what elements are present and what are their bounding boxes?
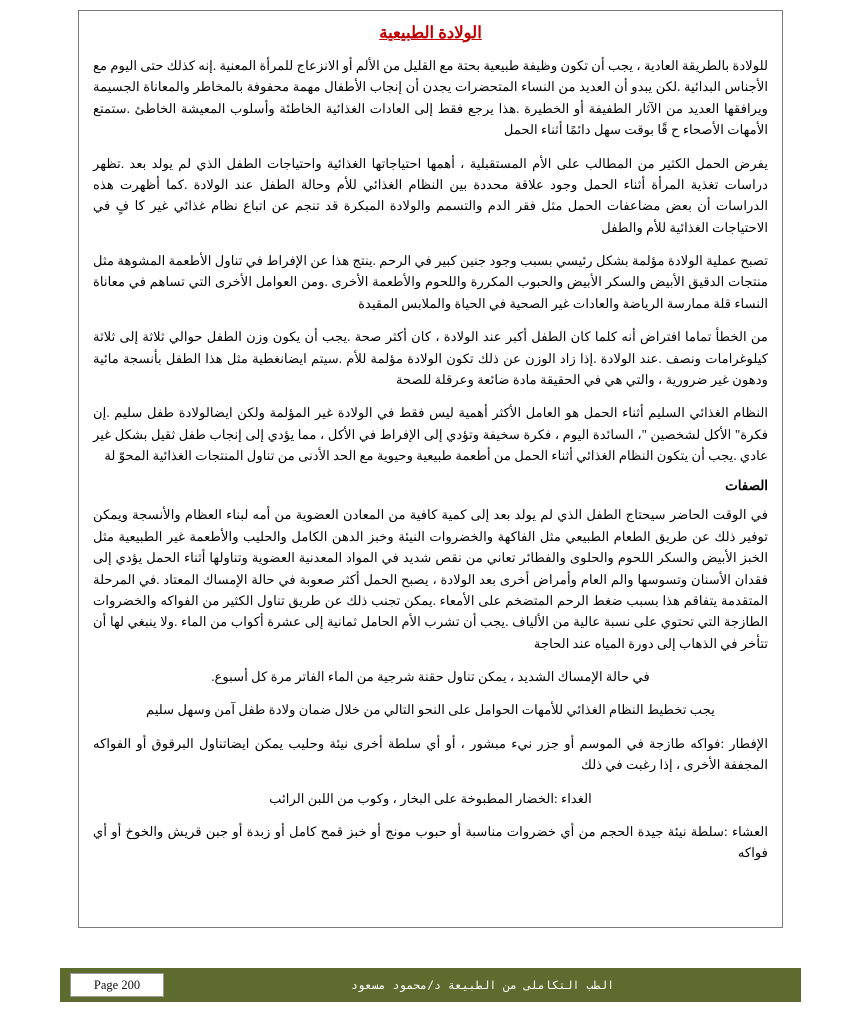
paragraph-1: للولادة بالطريقة العادية ، يجب أن تكون وظيفة طبيعية بحتة مع القليل من الألم أو الانزعاج للمرأة المعنية .إنه كذلك حتى اليوم مع الأجناس البدائية .لكن يبدو أن العديد من النساء المتحضرات يجدن أن إنجاب الأطفال مهمة محفوفة بالمخاطر والمعاناة الجسيمة ويرافقها العديد من الآثار الطفيفة أو الخطيرة .هذا يرجع فقط إلى العادات الغذائية الخاطئة وأسلوب المعيشة الخاطئ .ستمتع الأمهات الأصحاء ح قًا بوقت سهل دائمًا أثناء الحمل (93, 58, 768, 138)
paragraph-5: النظام الغذائي السليم أثناء الحمل هو العامل الأكثر أهمية ليس فقط في الولادة غير المؤلمة ولكن ايضالولادة طفل سليم .إن فكرة" الأكل لشخصين "، السائدة اليوم ، فكرة سخيفة وتؤدي إلى الإفراط في الأكل ، مما يؤدي إلى إنجاب طفل ثقيل بشكل غير عادي .يجب أن يتكون النظام الغذائي أثناء الحمل من أطعمة طبيعية وحيوية مع الحد الأدنى من تناول المنتجات الغذائية المحوّ لة (93, 405, 768, 463)
document-body-frame (78, 10, 783, 928)
page-number-badge (70, 973, 164, 997)
paragraph-11: العشاء :سلطة نيئة جيدة الحجم من أي خضروات مناسبة أو حبوب مونج أو خبز قمح كامل أو زبدة أو جبن قريش والخوخ أو أي فواكه (93, 823, 768, 861)
paragraph-7: في حالة الإمساك الشديد ، يمكن تناول حقنة شرجية من الماء الفاتر مرة كل أسبوع. (211, 669, 650, 684)
paragraph-4: من الخطأ تماما افتراض أنه كلما كان الطفل أكبر عند الولادة ، كان أكثر صحة .يجب أن يكون وزن الطفل حوالي ثلاثة إلى ثلاثة كيلوغرامات ونصف .عند الولادة .إذا زاد الوزن عن ذلك تكون الولادة مؤلمة للأم .سيتم ايضانغطية مثل هذا الطفل بأنسجة مائية ودهون غير ضرورية ، والتي هي في الحقيقة مادة ضائعة وعرقلة للصحة (93, 329, 768, 387)
page-footer (60, 968, 801, 1002)
paragraph-6: في الوقت الحاضر سيحتاج الطفل الذي لم يولد بعد إلى كمية كافية من المعادن العضوية من أمه لبناء العظام والأنسجة ويمكن توفير ذلك عن طريق الطعام الطبيعي مثل الفاكهة والخضروات النيئة وخبز الدهن الكامل والحليب والأطعمة غير الطبيعية مثل الخبز الأبيض والسكر اللحوم والحلوى والفطائر تعاني من نقص شديد في المواد المعدنية العضوية وتناولها أثناء الحمل يؤدي إلى فقدان الأسنان وتسوسها والم العام وأمراض أخرى بعد الولادة ، يصبح الحمل أكثر صعوبة في حالة الإمساك المعتاد .في المرحلة المتقدمة يتفاقم هذا بسبب ضغط الرحم المتضخم على الأمعاء .يمكن تجنب ذلك عن طريق تناول الكثير من الفواكه والخضروات الطازجة التي تحتوي على نسبة عالية من الألياف .يجب أن تشرب الأم الحامل ثمانية إلى عشرة أكواب من الماء .ولا ينبغي لها أن تتأخر في الذهاب إلى دورة المياه عند الحاجة (93, 507, 768, 651)
page-number-label: Page 200 (93, 977, 141, 992)
paragraph-3: تصبح عملية الولادة مؤلمة بشكل رئيسي بسبب وجود جنين كبير في الرحم .ينتج هذا عن الإفراط في تناول الأطعمة المشوهة مثل منتجات الدقيق الأبيض والسكر الأبيض والحبوب المكررة واللحوم والأطعمة الأخرى .ومن العوامل الأخرى التي تساهم في معاناة النساء قلة ممارسة الرياضة والعادات غير الصحية في الحياة والملابس المقيدة (93, 253, 768, 311)
paragraph-8: يجب تخطيط النظام الغذائي للأمهات الحوامل على النحو التالي من خلال ضمان ولادة طفل آمن وسهل سليم (146, 702, 715, 718)
page-title: الولادة الطبيعية (379, 23, 482, 42)
paragraph-9: الإفطار :فواكه طازجة في الموسم أو جزر نيء مبشور ، أو أي سلطة أخرى نيئة وحليب يمكن ايضاتناول البرقوق أو الفواكه المجففة الأخرى ، إذا رغبت في ذلك (93, 735, 768, 773)
paragraph-10: الغداء :الخضار المطبوخة على البخار ، وكوب من اللبن الرائب (269, 790, 592, 806)
section-subheading: الصفات (725, 478, 768, 494)
paragraph-2: يفرض الحمل الكثير من المطالب على الأم المستقبلية ، أهمها احتياجاتها الغذائية واحتياجات الطفل الذي لم يولد بعد .تظهر دراسات تغذية المرأة أثناء الحمل وجود علاقة محددة بين النظام الغذائي للأم وحالة الطفل عند الولادة .كما أظهرت هذه الدراسات أن بعض مضاعفات الحمل مثل فقر الدم والتسمم والولادة المبكرة قد تنجم عن اتباع نظام غذائي غير كا فٍ في الاحتياجات الغذائية للأم والطفل (93, 155, 768, 235)
footer-title: الطب التكاملى من الطبيعة د/محمود مسعود (350, 978, 615, 992)
